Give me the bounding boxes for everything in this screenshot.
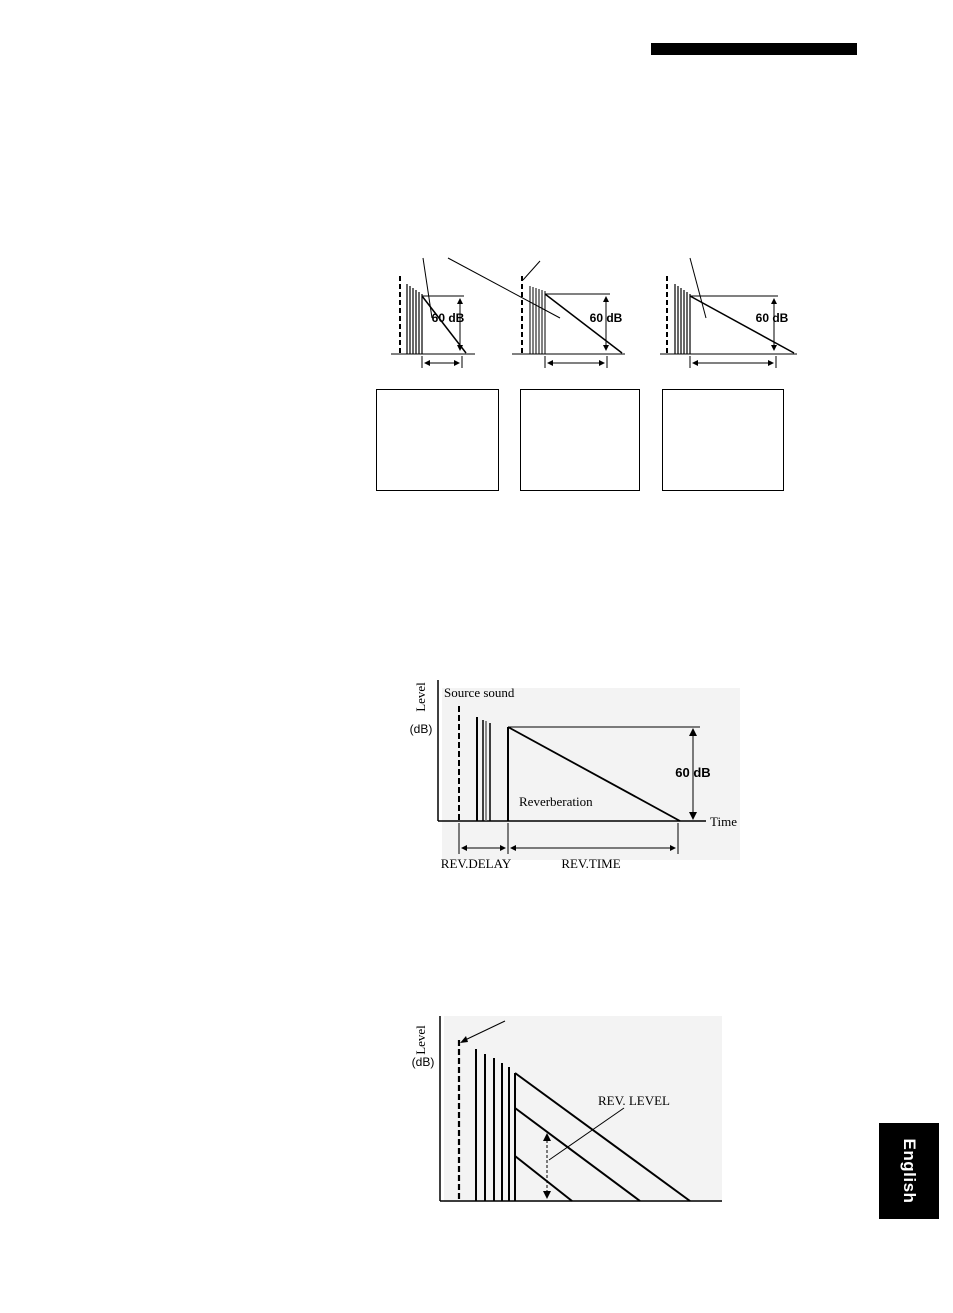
rev-delay-label: REV.DELAY [440,856,512,871]
reverberation-label: Reverberation [519,794,593,809]
reverb-level-diagram [0,1010,953,1210]
graph-c-panel [662,389,784,491]
graph-b-level-label: 60 dB [589,311,623,325]
graph-b-panel [520,389,640,491]
graph-a-level-label: 60 dB [431,311,465,325]
top-graphs [0,0,953,400]
leader-line-c [690,258,706,318]
y-axis-unit: (dB) [411,1055,435,1069]
source-sound-label: Source sound [444,685,515,700]
rev-time-label: REV.TIME [561,856,621,871]
reverb-time-diagram [0,670,953,890]
rev-level-label: REV. LEVEL [598,1093,670,1108]
y-axis-unit: (dB) [409,722,433,736]
language-tab-label: English [900,1138,919,1204]
graph-c-level-label: 60 dB [755,311,789,325]
graph-a [391,276,475,368]
y-axis-label: Level [413,1025,428,1055]
leader-line-a [423,258,432,318]
graph-c [660,276,797,368]
y-axis-label: Level [413,682,428,712]
graph-a-panel [376,389,499,491]
language-tab[interactable] [879,1123,939,1219]
level-60db-label: 60 dB [675,765,711,780]
time-axis-label: Time [710,814,737,829]
leader-line-ab [448,258,560,318]
leader-line-b [523,261,540,280]
graph-b [512,276,625,368]
